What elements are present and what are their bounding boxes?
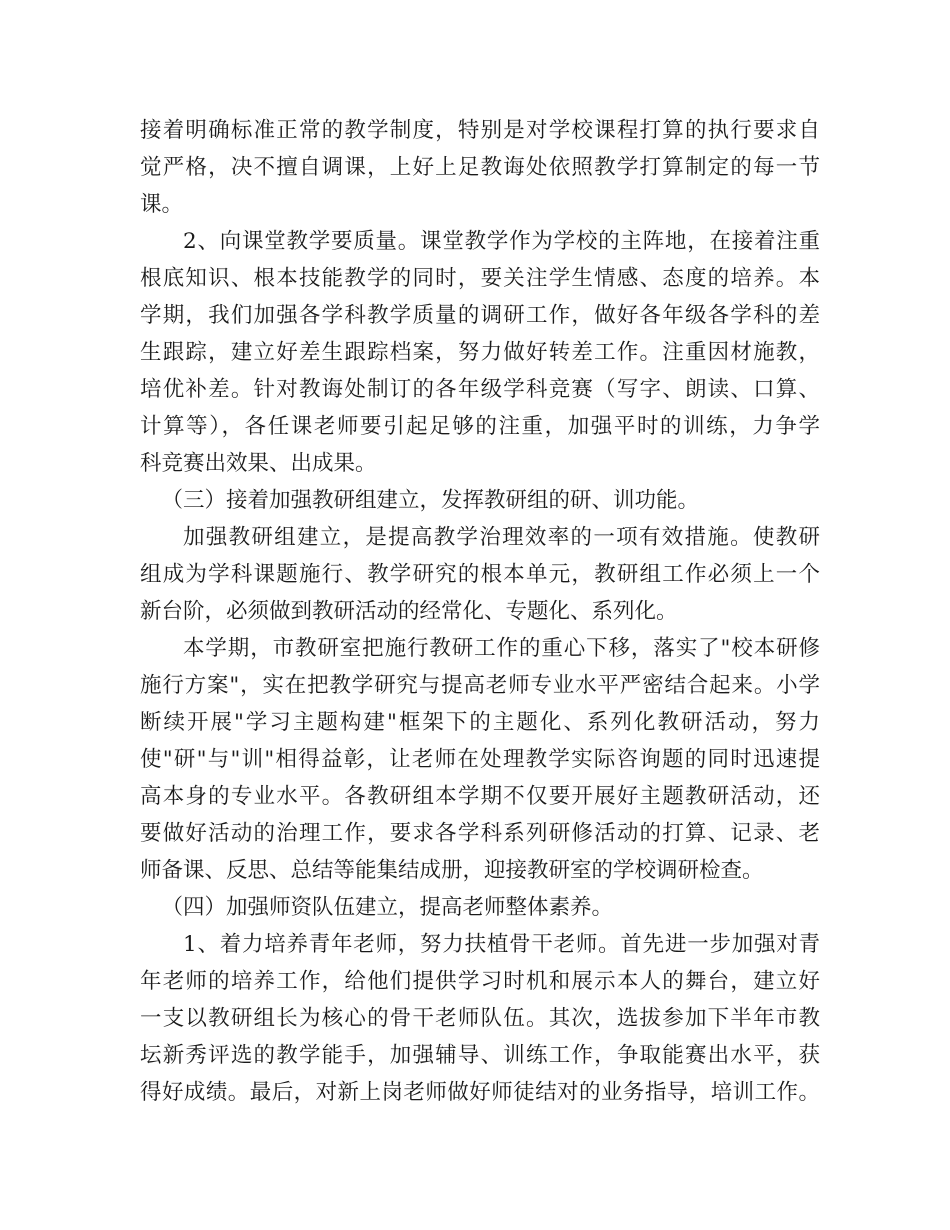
text-line: 培优补差。针对教诲处制订的各年级学科竞赛（写字、朗读、口算、 — [140, 377, 820, 402]
paragraph — [140, 223, 820, 482]
section-heading — [140, 889, 820, 926]
text-line: 接着明确标准正常的教学制度，特别是对学校课程打算的执行要求自 — [140, 118, 820, 143]
text-line: 断续开展"学习主题构建"框架下的主题化、系列化教研活动，努力 — [140, 710, 820, 735]
paragraph — [140, 926, 820, 1111]
text-line: 根底知识、根本技能教学的同时，要关注学生情感、态度的培养。本 — [140, 266, 820, 291]
text-line: 组成为学科课题施行、教学研究的根本单元，教研组工作必须上一个 — [140, 562, 820, 587]
text-line: 新台阶，必须做到教研活动的经常化、专题化、系列化。 — [140, 599, 678, 624]
text-line: 1、着力培养青年老师，努力扶植骨干老师。首先进一步加强对青 — [183, 932, 820, 957]
paragraph — [140, 112, 820, 223]
text-line: 要做好活动的治理工作，要求各学科系列研修活动的打算、记录、老 — [140, 821, 820, 846]
text-line: 加强教研组建立，是提高教学治理效率的一项有效措施。使教研 — [183, 525, 820, 550]
section-heading — [140, 482, 820, 519]
text-line: 施行方案"，实在把教学研究与提高老师专业水平严密结合起来。小学 — [140, 673, 820, 698]
text-line: 生跟踪，建立好差生跟踪档案，努力做好转差工作。注重因材施教， — [140, 340, 820, 365]
text-line: 坛新秀评选的教学能手，加强辅导、训练工作，争取能赛出水平，获 — [140, 1043, 820, 1068]
text-line: 计算等），各任课老师要引起足够的注重，加强平时的训练，力争学 — [140, 414, 820, 439]
text-line: 2、向课堂教学要质量。课堂教学作为学校的主阵地，在接着注重 — [183, 229, 820, 254]
text-line: 学期，我们加强各学科教学质量的调研工作，做好各年级各学科的差 — [140, 303, 820, 328]
text-line: 得好成绩。最后，对新上岗老师做好师徒结对的业务指导，培训工作。 — [140, 1080, 820, 1105]
text-line: 本学期，市教研室把施行教研工作的重心下移，落实了"校本研修 — [183, 636, 820, 661]
section-heading-text: （三）接着加强教研组建立，发挥教研组的研、训功能。 — [161, 488, 700, 513]
document-body — [140, 112, 820, 1111]
text-line: 师备课、反思、总结等能集结成册，迎接教研室的学校调研检查。 — [140, 858, 764, 883]
text-line: 科竞赛出效果、出成果。 — [140, 451, 377, 476]
text-line: 使"研"与"训"相得益彰，让老师在处理教学实际咨询题的同时迅速提 — [140, 747, 820, 772]
paragraph — [140, 519, 820, 630]
text-line: 高本身的专业水平。各教研组本学期不仅要开展好主题教研活动，还 — [140, 784, 820, 809]
section-heading-text: （四）加强师资队伍建立，提高老师整体素养。 — [161, 895, 614, 920]
text-line: 年老师的培养工作，给他们提供学习时机和展示本人的舞台，建立好 — [140, 969, 820, 994]
text-line: 一支以教研组长为核心的骨干老师队伍。其次，选拔参加下半年市教 — [140, 1006, 820, 1031]
text-line: 觉严格，决不擅自调课，上好上足教诲处依照教学打算制定的每一节 — [140, 155, 820, 180]
text-line: 课。 — [140, 192, 184, 217]
paragraph — [140, 630, 820, 889]
